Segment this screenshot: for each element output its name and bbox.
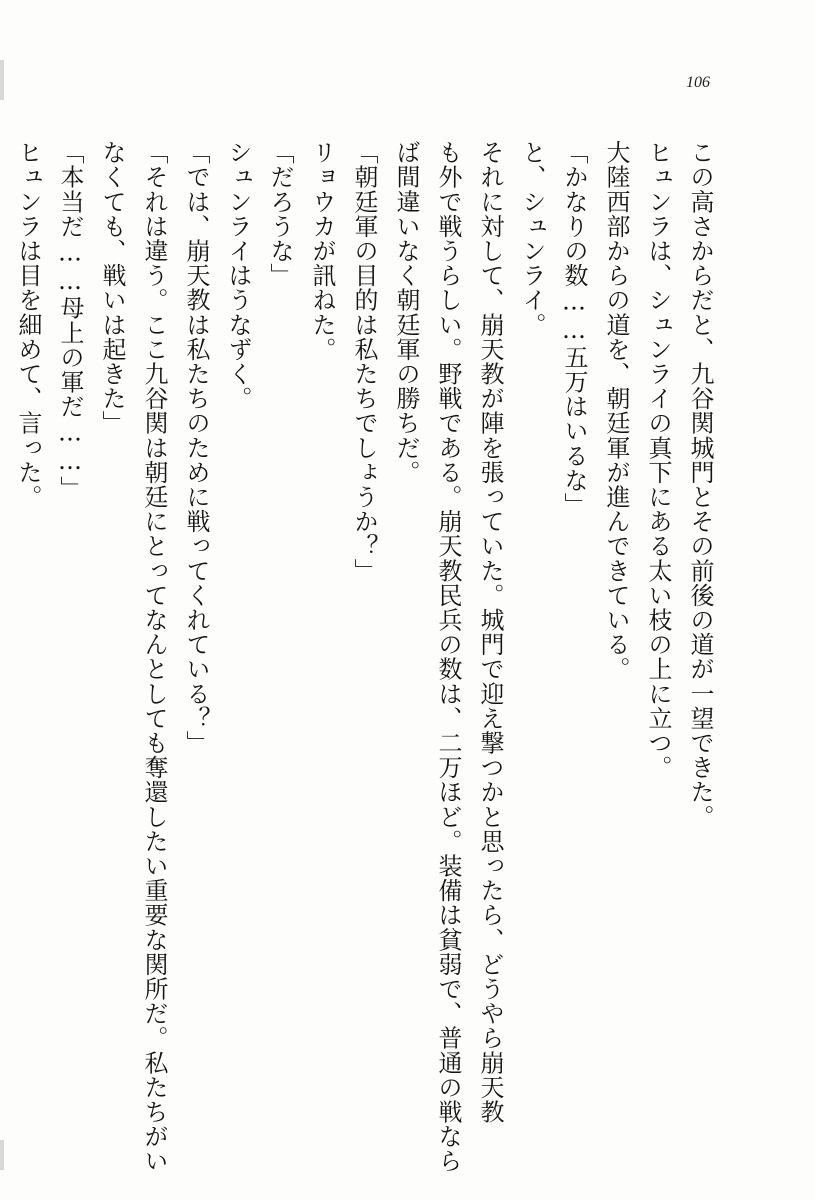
- text-line: シュンライはうなずく。: [224, 140, 252, 411]
- page-edge-mark: [0, 1140, 4, 1170]
- page-number: 106: [686, 74, 710, 91]
- text-line: 「だろうな」: [266, 140, 294, 288]
- text-line: と、シュンライ。: [518, 140, 546, 337]
- text-line: ヒュンラは、シュンライの真下にある太い枝の上に立つ。: [644, 140, 672, 780]
- text-line: ば間違いなく朝廷軍の勝ちだ。: [392, 140, 420, 485]
- text-line: 「では、崩天教は私たちのために戦ってくれている？」: [182, 140, 210, 755]
- text-line: 「本当だ……母上の軍だ……」: [56, 140, 84, 501]
- text-line: それに対して、崩天教が陣を張っていた。城門で迎え撃つかと思ったら、どうやら崩天教: [476, 140, 504, 1124]
- text-line: も外で戦うらしい。野戦である。崩天教民兵の数は、二万ほど。装備は貧弱で、普通の戦なら: [434, 140, 462, 1174]
- text-line: ヒュンラは目を細めて、言った。: [14, 140, 42, 509]
- text-line: 「かなりの数……五万はいるな」: [560, 140, 588, 517]
- text-line: なくても、戦いは起きた」: [98, 140, 126, 436]
- text-line: 「それは違う。ここ九谷関は朝廷にとってなんとしても奪還したい重要な関所だ。私たちがい: [140, 140, 168, 1174]
- page-edge-mark: [0, 60, 4, 100]
- text-line: 「朝廷軍の目的は私たちでしょうか？」: [350, 140, 378, 583]
- text-line: この高さからだと、九谷関城門とその前後の道が一望できた。: [686, 140, 714, 829]
- text-line: リョウカが訊ねた。: [308, 140, 336, 362]
- text-line: 大陸西部からの道を、朝廷軍が進んできている。: [602, 140, 630, 682]
